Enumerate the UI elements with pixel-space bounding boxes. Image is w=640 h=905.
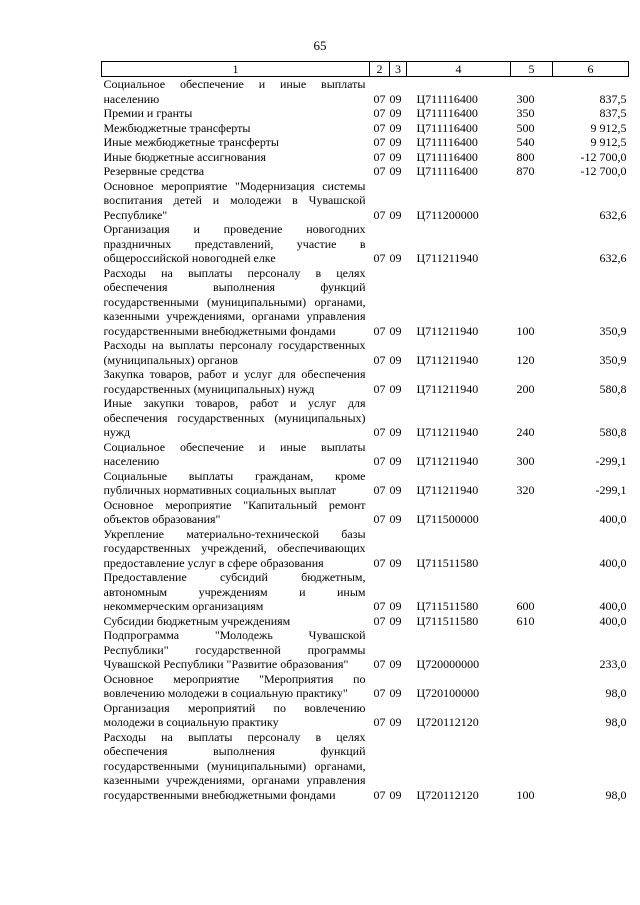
row-amount: 350,9 (599, 352, 627, 367)
table-row (102, 164, 629, 179)
row-expense-type: 100 (516, 323, 535, 338)
row-target-article: Ц720000000 (416, 657, 480, 671)
header-col-4: 4 (407, 62, 511, 77)
row-name: Основное мероприятие "Модернизация системы воспитания детей и молодежи в Чувашской Республике" (103, 178, 366, 222)
table-row (102, 570, 629, 614)
row-section: 07 (373, 599, 386, 613)
row-subsection: 09 (389, 555, 402, 570)
table-row (102, 672, 629, 701)
row-expense-type (511, 527, 553, 571)
row-name: Укрепление материально-технической базы государственных учреждений, обеспечивающих предоставление услуг в сфере образования (103, 526, 366, 570)
row-expense-type: 350 (516, 106, 535, 120)
row-subsection: 09 (389, 120, 402, 135)
table-row (102, 701, 629, 730)
row-expense-type: 200 (516, 381, 535, 396)
row-section: 07 (373, 787, 386, 802)
row-amount: 350,9 (599, 323, 627, 338)
row-section: 07 (373, 352, 386, 367)
row-subsection: 09 (389, 425, 402, 439)
row-subsection: 09 (389, 323, 402, 338)
table-row (102, 396, 629, 440)
row-name: Межбюджетные трансферты (103, 120, 251, 135)
header-col-6: 6 (553, 62, 629, 77)
table-row (102, 77, 629, 107)
table-row (102, 106, 629, 121)
row-name: Премии и гранты (103, 106, 193, 120)
row-expense-type: 300 (516, 91, 535, 106)
row-name: Субсидии бюджетным учреждениям (103, 613, 291, 628)
table-row (102, 498, 629, 527)
row-subsection: 09 (389, 599, 402, 613)
row-subsection: 09 (389, 686, 402, 700)
row-target-article: Ц720100000 (416, 686, 480, 700)
row-name: Расходы на выплаты персоналу в целях обеспечения выполнения функций государственными (муниципальными) органами, казенными учреждениями, органами управления государственными внебюджетными фондами (103, 265, 366, 338)
row-subsection: 09 (389, 381, 402, 396)
row-target-article: Ц711511580 (416, 555, 479, 570)
row-section: 07 (373, 512, 386, 526)
row-expense-type (511, 179, 553, 223)
row-target-article: Ц711211940 (416, 381, 479, 396)
row-expense-type: 300 (516, 454, 535, 468)
header-col-3: 3 (390, 62, 407, 77)
row-subsection: 09 (389, 106, 402, 120)
row-amount: -12 700,0 (580, 149, 627, 164)
row-subsection: 09 (389, 91, 402, 106)
table-row (102, 614, 629, 629)
table-row (102, 338, 629, 367)
table-row (102, 469, 629, 498)
row-expense-type: 540 (516, 135, 535, 149)
row-expense-type: 870 (516, 164, 535, 178)
row-section: 07 (373, 149, 386, 164)
row-target-article: Ц711511580 (416, 613, 479, 628)
row-subsection: 09 (389, 512, 402, 526)
row-name: Резервные средства (103, 164, 205, 178)
table-header-row (102, 62, 629, 77)
page-number: 65 (313, 38, 327, 53)
row-section: 07 (373, 251, 386, 265)
row-expense-type: 600 (516, 599, 535, 613)
table-row (102, 179, 629, 223)
row-target-article: Ц711211940 (416, 323, 479, 338)
row-subsection: 09 (389, 149, 402, 164)
row-target-article: Ц711211940 (416, 483, 479, 497)
row-target-article: Ц711116400 (416, 164, 478, 178)
row-expense-type: 610 (516, 613, 535, 628)
row-name: Основное мероприятие "Капитальный ремонт объектов образования" (103, 497, 366, 526)
row-target-article: Ц711116400 (416, 149, 478, 164)
row-section: 07 (373, 207, 386, 222)
row-section: 07 (373, 91, 386, 106)
row-subsection: 09 (389, 251, 402, 265)
row-name: Расходы на выплаты персоналу в целях обеспечения выполнения функций государственными (муниципальными) органами, казенными учреждениями, органами управления государственными внебюджетными фондами (103, 729, 366, 802)
table-row (102, 440, 629, 469)
table-row (102, 367, 629, 396)
row-amount: 837,5 (599, 91, 627, 106)
row-amount: 98,0 (605, 715, 627, 729)
row-name: Основное мероприятие "Мероприятия по вовлечению молодежи в социальную практику" (103, 671, 366, 700)
row-target-article: Ц711116400 (416, 135, 478, 149)
row-amount: 98,0 (605, 787, 627, 802)
row-subsection: 09 (389, 352, 402, 367)
row-amount: -299,1 (595, 483, 627, 497)
row-name: Расходы на выплаты персоналу государственных (муниципальных) органов (103, 338, 366, 367)
row-amount: 400,0 (599, 555, 627, 570)
row-expense-type (511, 628, 553, 672)
row-amount: 400,0 (599, 613, 627, 628)
header-col-1: 1 (102, 62, 370, 77)
table-row (102, 628, 629, 672)
row-expense-type (511, 498, 553, 527)
table-row (102, 135, 629, 150)
row-section: 07 (373, 483, 386, 497)
row-subsection: 09 (389, 613, 402, 628)
row-amount: 837,5 (599, 106, 627, 120)
row-section: 07 (373, 323, 386, 338)
row-name: Иные бюджетные ассигнования (103, 149, 266, 164)
row-expense-type: 100 (516, 787, 535, 802)
row-subsection: 09 (389, 164, 402, 178)
row-target-article: Ц711116400 (416, 91, 478, 106)
row-section: 07 (373, 120, 386, 135)
row-section: 07 (373, 657, 386, 671)
row-subsection: 09 (389, 454, 402, 468)
row-amount: 400,0 (599, 512, 627, 526)
row-name: Организация мероприятий по вовлечению молодежи в социальную практику (103, 700, 366, 729)
row-target-article: Ц711500000 (416, 512, 479, 526)
table-row (102, 266, 629, 339)
row-section: 07 (373, 613, 386, 628)
row-amount: 98,0 (605, 686, 627, 700)
row-target-article: Ц711211940 (416, 454, 479, 468)
row-expense-type (511, 222, 553, 266)
header-col-2: 2 (370, 62, 390, 77)
row-amount: 9 912,5 (590, 120, 627, 135)
row-expense-type: 320 (516, 483, 535, 497)
row-section: 07 (373, 686, 386, 700)
row-name: Предоставление субсидий бюджетным, автономным учреждениям и иным некоммерческим организациям (103, 570, 366, 613)
table-row (102, 121, 629, 136)
row-subsection: 09 (389, 787, 402, 802)
row-amount: 580,8 (599, 425, 627, 439)
row-target-article: Ц720112120 (416, 787, 479, 802)
row-target-article: Ц711200000 (416, 207, 479, 222)
row-section: 07 (373, 425, 386, 439)
table-row (102, 730, 629, 803)
row-amount: 632,6 (599, 207, 627, 222)
row-expense-type: 800 (516, 149, 535, 164)
row-section: 07 (373, 454, 386, 468)
row-amount: -299,1 (595, 454, 627, 468)
row-subsection: 09 (389, 715, 402, 729)
row-section: 07 (373, 381, 386, 396)
row-expense-type (511, 701, 553, 730)
row-name: Социальное обеспечение и иные выплаты населению (103, 439, 366, 468)
row-name: Социальные выплаты гражданам, кроме публичных нормативных социальных выплат (103, 468, 366, 497)
row-name: Закупка товаров, работ и услуг для обеспечения государственных (муниципальных) нужд (103, 367, 366, 396)
row-amount: -12 700,0 (580, 164, 627, 178)
row-amount: 632,6 (599, 251, 627, 265)
header-col-5: 5 (511, 62, 553, 77)
row-expense-type: 120 (516, 352, 535, 367)
row-name: Социальное обеспечение и иные выплаты населению (103, 77, 366, 106)
row-name: Иные закупки товаров, работ и услуг для обеспечения государственных (муниципальных) нужд (103, 396, 366, 439)
row-expense-type: 500 (516, 120, 535, 135)
row-amount: 580,8 (599, 381, 627, 396)
row-name: Иные межбюджетные трансферты (103, 135, 279, 149)
row-target-article: Ц711511580 (416, 599, 479, 613)
row-name: Организация и проведение новогодних праздничных представлений, участие в общероссийской новогодней елке (103, 222, 366, 265)
row-target-article: Ц711116400 (416, 106, 478, 120)
row-section: 07 (373, 135, 386, 149)
row-section: 07 (373, 164, 386, 178)
row-name: Подпрограмма "Молодежь Чувашской Республики" государственной программы Чувашской Республики "Развитие образования" (103, 628, 366, 671)
row-subsection: 09 (389, 207, 402, 222)
row-subsection: 09 (389, 483, 402, 497)
table-row (102, 150, 629, 165)
row-expense-type: 240 (516, 425, 535, 439)
row-target-article: Ц711116400 (416, 120, 478, 135)
row-section: 07 (373, 555, 386, 570)
row-expense-type (511, 672, 553, 701)
row-amount: 233,0 (599, 657, 627, 671)
row-target-article: Ц711211940 (416, 352, 479, 367)
row-subsection: 09 (389, 135, 402, 149)
row-target-article: Ц711211940 (416, 251, 479, 265)
row-target-article: Ц720112120 (416, 715, 479, 729)
table-row (102, 527, 629, 571)
table-row (102, 222, 629, 266)
row-amount: 400,0 (599, 599, 627, 613)
row-amount: 9 912,5 (590, 135, 627, 149)
row-subsection: 09 (389, 657, 402, 671)
row-section: 07 (373, 106, 386, 120)
budget-table (101, 61, 629, 802)
row-target-article: Ц711211940 (416, 425, 479, 439)
row-section: 07 (373, 715, 386, 729)
